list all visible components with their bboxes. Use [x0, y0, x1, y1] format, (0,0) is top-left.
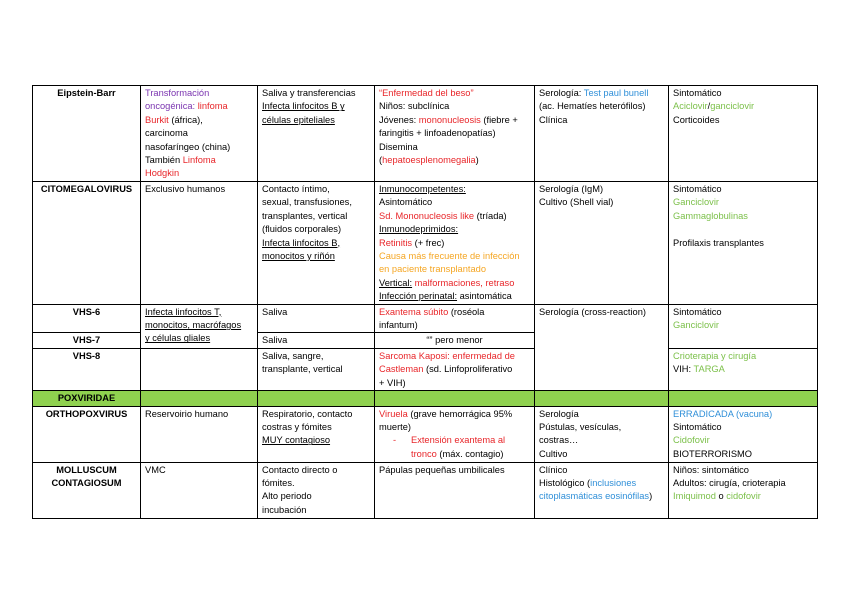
- cell-vhs6-target: Infecta linfocitos T, monocitos, macrófagos y células gliales: [141, 304, 258, 348]
- cell-ortho-treatment: ERRADICADA (vacuna) Sintomático Cidofovir BIOTERRORISMO: [669, 406, 818, 462]
- cell-mollus-clinic: Pápulas pequeñas umbilicales: [375, 462, 535, 518]
- cell-ebv-clinic: “Enfermedad del beso” Niños: subclínica Jóvenes: mononucleosis (fiebre + faringitis + linfoadenopatías) Disemina (hepatoesplenomegalia): [375, 86, 535, 182]
- cell-mollus-treatment: Niños: sintomático Adultos: cirugía, crioterapia Imiquimod o cidofovir: [669, 462, 818, 518]
- table-row: [33, 406, 818, 462]
- cell-ortho-transmission: Respiratorio, contacto costras y fómites MUY contagioso: [258, 406, 375, 462]
- table-row: [33, 348, 818, 390]
- cell-vhs8-treatment: Crioterapia y cirugía VIH: TARGA: [669, 348, 818, 390]
- cell-ortho-diagnosis: Serología Pústulas, vesículas, costras… Cultivo: [535, 406, 669, 462]
- virus-name-cmv: CITOMEGALOVIRUS: [33, 182, 141, 305]
- cell-vhs8-transmission: Saliva, sangre, transplante, vertical: [258, 348, 375, 390]
- cell-ebv-oncogenicity: Transformación oncogénica: linfoma Burkit (áfrica), carcinoma nasofaríngeo (china) También Linfoma Hodgkin: [141, 86, 258, 182]
- virus-name-vhs6: VHS-6: [33, 304, 141, 333]
- cell-vhs6-transmission: Saliva: [258, 304, 375, 333]
- virus-name-molluscum: MOLLUSCUM CONTAGIOSUM: [33, 462, 141, 518]
- cell-vhs6-treatment: Sintomático Ganciclovir: [669, 304, 818, 348]
- cell-vhs6-clinic: Exantema súbito (roséola infantum): [375, 304, 535, 333]
- table-row: [33, 86, 818, 182]
- cell-cmv-transmission: Contacto íntimo, sexual, transfusiones, transplantes, vertical (fluidos corporales) Infecta linfocitos B, monocitos y riñón: [258, 182, 375, 305]
- virus-name-vhs8: VHS-8: [33, 348, 141, 390]
- family-name-poxviridae: POXVIRIDAE: [33, 391, 141, 406]
- cell-vhs8-clinic: Sarcoma Kaposi: enfermedad de Castleman (sd. Linfoproliferativo + VIH): [375, 348, 535, 390]
- cell-ebv-diagnosis: Serología: Test paul bunell (ac. Hematíes heterófilos) Clínica: [535, 86, 669, 182]
- table-row: [33, 182, 818, 305]
- virus-name-ortho: ORTHOPOXVIRUS: [33, 406, 141, 462]
- cell-vhs-diagnosis: Serología (cross-reaction): [535, 304, 669, 390]
- virus-table: [32, 85, 818, 519]
- cell-vhs7-clinic: “” pero menor: [375, 333, 535, 348]
- cell-vhs7-transmission: Saliva: [258, 333, 375, 348]
- table-row: [33, 462, 818, 518]
- cell-mollus-host: VMC: [141, 462, 258, 518]
- table-row: [33, 391, 818, 406]
- cell-ebv-transmission: Saliva y transferencias Infecta linfocitos B y células epiteliales: [258, 86, 375, 182]
- virus-name-vhs7: VHS-7: [33, 333, 141, 348]
- cell-vhs8-target: [141, 348, 258, 390]
- cell-mollus-diagnosis: Clínico Histológico (inclusiones citoplasmáticas eosinófilas): [535, 462, 669, 518]
- cell-ortho-host: Reservoirio humano: [141, 406, 258, 462]
- table-row: [33, 304, 818, 333]
- cell-cmv-host: Exclusivo humanos: [141, 182, 258, 305]
- cell-cmv-treatment: Sintomático Ganciclovir Gammaglobulinas Profilaxis transplantes: [669, 182, 818, 305]
- cell-cmv-clinic: Inmunocompetentes: Asintomático Sd. Mononucleosis like (tríada) Inmunodeprimidos: Retinitis (+ frec) Causa más frecuente de infección en paciente transplantado Vertical: malformaciones, retraso Infección perinatal: asintomática: [375, 182, 535, 305]
- cell-cmv-diagnosis: Serología (IgM) Cultivo (Shell vial): [535, 182, 669, 305]
- virus-name-ebv: Eipstein-Barr: [33, 86, 141, 182]
- cell-ebv-treatment: Sintomático Aciclovir/ganciclovir Corticoides: [669, 86, 818, 182]
- cell-ortho-clinic: Viruela (grave hemorrágica 95% muerte) - Extensión exantema al tronco (máx. contagio): [375, 406, 535, 462]
- cell-mollus-transmission: Contacto directo o fómites. Alto periodo incubación: [258, 462, 375, 518]
